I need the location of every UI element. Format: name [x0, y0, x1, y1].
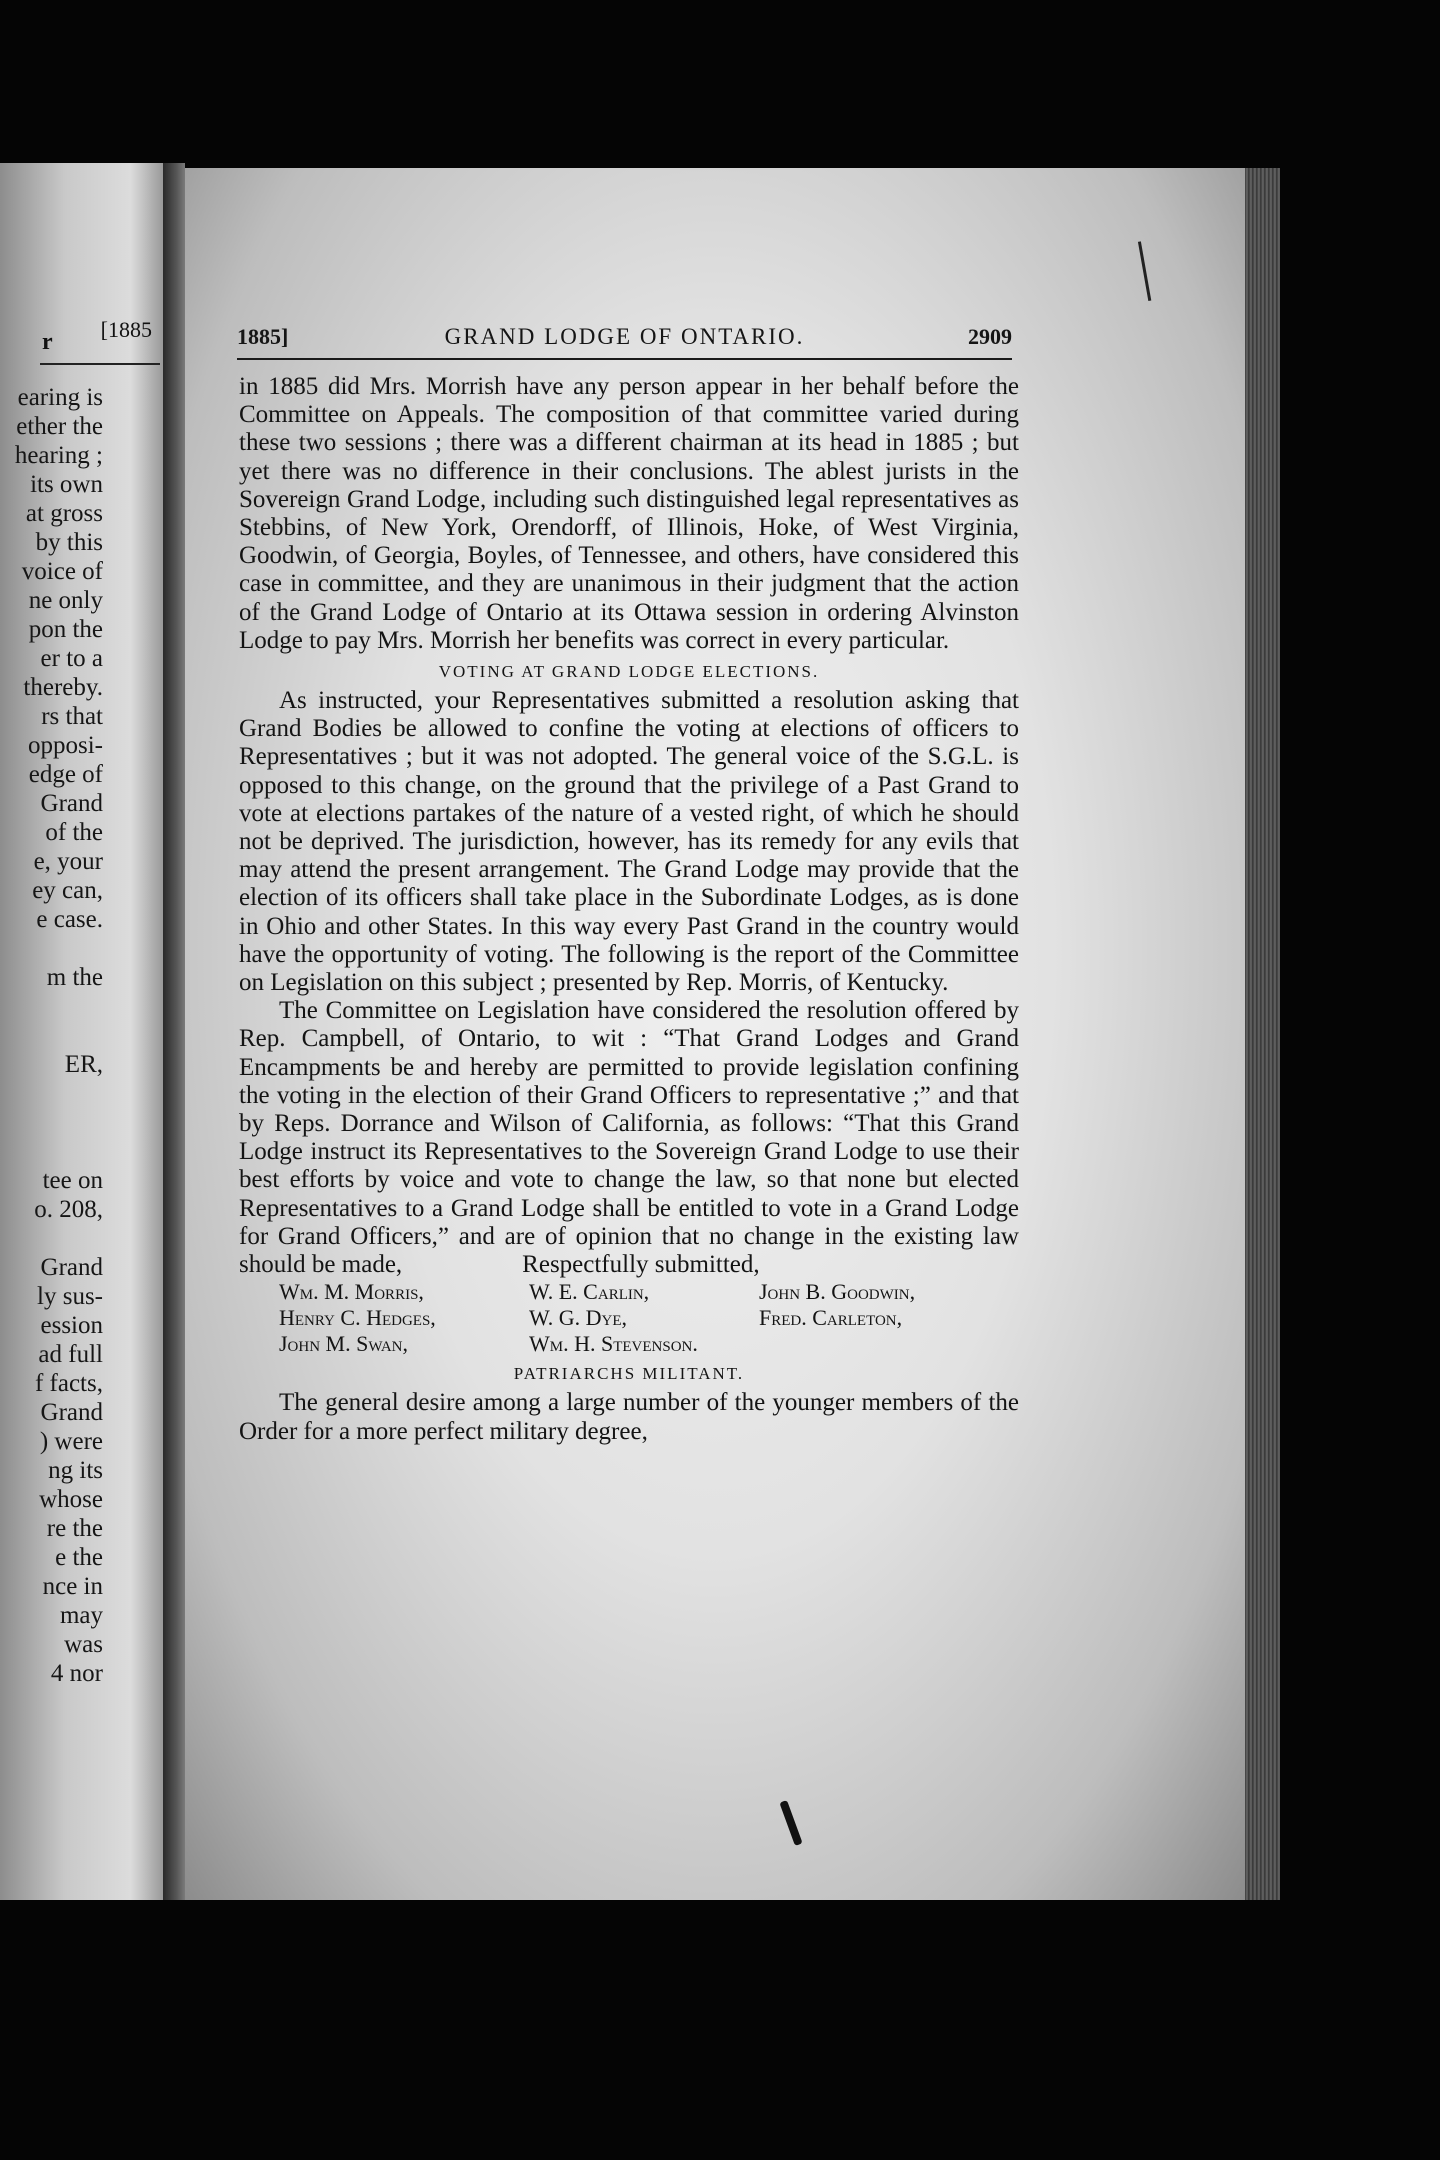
previous-page-line: f facts, [34, 1370, 103, 1397]
signature-row [279, 1305, 1019, 1331]
previous-page-line: thereby. [23, 674, 103, 701]
signature-name: John M. Swan, [279, 1331, 409, 1357]
signature-name: Wm. H. Stevenson. [529, 1331, 698, 1357]
previous-page-line: ne only [28, 587, 103, 614]
previous-page-line [0, 1079, 103, 1108]
previous-page-line: rs that [41, 703, 103, 730]
previous-page-line: at gross [25, 500, 103, 527]
book-page [185, 168, 1245, 1900]
previous-page-line: e the [55, 1544, 103, 1571]
previous-page-line: ) were [39, 1428, 103, 1455]
previous-page-header [40, 313, 160, 365]
page-body [239, 373, 1019, 1446]
previous-page-line: edge of [28, 761, 103, 788]
header-year: 1885] [237, 324, 289, 349]
previous-page-line: of the [45, 819, 103, 846]
signature-name: Henry C. Hedges, [279, 1305, 436, 1331]
previous-page-line: earing is [17, 384, 103, 411]
paragraph-continuation: in 1885 did Mrs. Morrish have any person appear in her behalf before the Committee on Appeals. The composition of that committee varied during these two sessions ; there was a different chairman at its head in 1885 ; but yet there was no difference in their conclusions. The ablest jurists in the Sovereign Grand Lodge, including such distinguished legal representatives as Stebbins, of New York, Orendorff, of Illinois, Hoke, of West Virginia, Goodwin, of Georgia, Boyles, of Tennessee, and others, have considered this case in committee, and they are unanimous in their judgment that the action of the Grand Lodge of Ontario at its Ottawa session in ordering Alvinston Lodge to pay Mrs. Morrish her benefits was correct in every particular. [239, 373, 1019, 654]
previous-page-line: re the [46, 1515, 103, 1542]
page-number: 2909 [968, 324, 1012, 349]
header-title: GRAND LODGE OF ONTARIO. [444, 324, 805, 349]
previous-page-line: Grand [40, 1254, 103, 1281]
previous-page-fragment [0, 163, 163, 1900]
paragraph-patriarchs: The general desire among a large number of the younger members of the Order for a more perfect military degree, [239, 1389, 1019, 1445]
signature-name: John B. Goodwin, [759, 1279, 916, 1305]
page-edge [1245, 168, 1280, 1900]
previous-page-line [0, 1137, 103, 1166]
paragraph-voting: As instructed, your Representatives submitted a resolution asking that Grand Bodies be allowed to confine the voting at elections of officers to Representatives ; but it was not adopted. The general voice of the S.G.L. is opposed to this change, on the ground that the privilege of a Past Grand to vote at elections partakes of the nature of a vested right, of which he should not be deprived. The jurisdiction, however, has its remedy for any evils that may attend the present arrangement. The Grand Lodge may provide that the election of its officers shall take place in the Subordinate Lodges, as is done in Ohio and other States. In this way every Past Grand in the country would have the opportunity of voting. The following is the report of the Committee on Legislation on this subject ; presented by Rep. Morris, of Kentucky. [239, 687, 1019, 997]
previous-page-line: voice of [21, 558, 103, 585]
previous-page-line: by this [35, 529, 103, 556]
previous-page-line: m the [46, 964, 103, 991]
signature-name: Fred. Carleton, [759, 1305, 903, 1331]
respectfully-submitted: Respectfully submitted, [522, 1251, 760, 1279]
previous-page-text [0, 383, 103, 1688]
previous-page-line: ad full [38, 1341, 103, 1368]
previous-page-line: er to a [40, 645, 103, 672]
signature-row [279, 1279, 1019, 1305]
previous-page-header-year: [1885 [100, 317, 152, 342]
previous-page-line: hearing ; [14, 442, 103, 469]
previous-page-line [0, 992, 103, 1021]
previous-page-line: Grand [40, 790, 103, 817]
previous-page-line: o. 208, [34, 1196, 103, 1223]
previous-page-line [0, 1224, 103, 1253]
previous-page-line: ession [40, 1312, 103, 1339]
previous-page-line [0, 934, 103, 963]
previous-page-line: 4 nor [50, 1660, 103, 1687]
committee-report-text: The Committee on Legislation have considered the resolution offered by Rep. Campbell, of Ontario, to wit : “That Grand Lodges and Grand Encampments be and hereby are permitted to provide legislation confining the voting in the election of their Grand Officers to representative ;” and that by Reps. Dorrance and Wilson of California, as follows: “That this Grand Lodge instruct its Representatives to the Sovereign Grand Lodge to use their best efforts by voice and vote to change the law, so that none but elected Representatives to a Grand Lodge shall be entitled to vote in a Grand Lodge for Grand Officers,” and are of opinion that no change in the existing law should be made, [239, 997, 1019, 1279]
previous-page-line: ng its [48, 1457, 103, 1484]
previous-page-line: tee on [42, 1167, 103, 1194]
previous-page-line: whose [39, 1486, 103, 1513]
previous-page-header-mark: r [42, 329, 53, 355]
previous-page-line: opposi- [28, 732, 103, 759]
previous-page-line: e, your [33, 848, 103, 875]
previous-page-line: ether the [16, 413, 103, 440]
signature-name: W. G. Dye, [529, 1305, 628, 1331]
signature-name: Wm. M. Morris, [279, 1279, 424, 1305]
previous-page-line: ER, [64, 1051, 103, 1078]
previous-page-line: ly sus- [37, 1283, 103, 1310]
previous-page-line: nce in [42, 1573, 103, 1600]
previous-page-line: may [59, 1602, 103, 1629]
previous-page-line: ey can, [32, 877, 103, 904]
previous-page-line: its own [30, 471, 103, 498]
previous-page-line: pon the [28, 616, 103, 643]
signature-name: W. E. Carlin, [529, 1279, 650, 1305]
previous-page-line [0, 1108, 103, 1137]
section-heading-patriarchs: PATRIARCHS MILITANT. [513, 1364, 745, 1384]
signature-row [279, 1331, 1019, 1357]
running-header [237, 318, 1012, 360]
signature-block [239, 1279, 1019, 1357]
previous-page-line: Grand [40, 1399, 103, 1426]
section-heading-voting: VOTING AT GRAND LODGE ELECTIONS. [438, 662, 820, 682]
book-gutter [163, 163, 185, 1900]
paragraph-committee-report [239, 997, 1019, 1279]
previous-page-line: e case. [36, 906, 103, 933]
previous-page-line: was [64, 1631, 103, 1658]
previous-page-line [0, 1021, 103, 1050]
